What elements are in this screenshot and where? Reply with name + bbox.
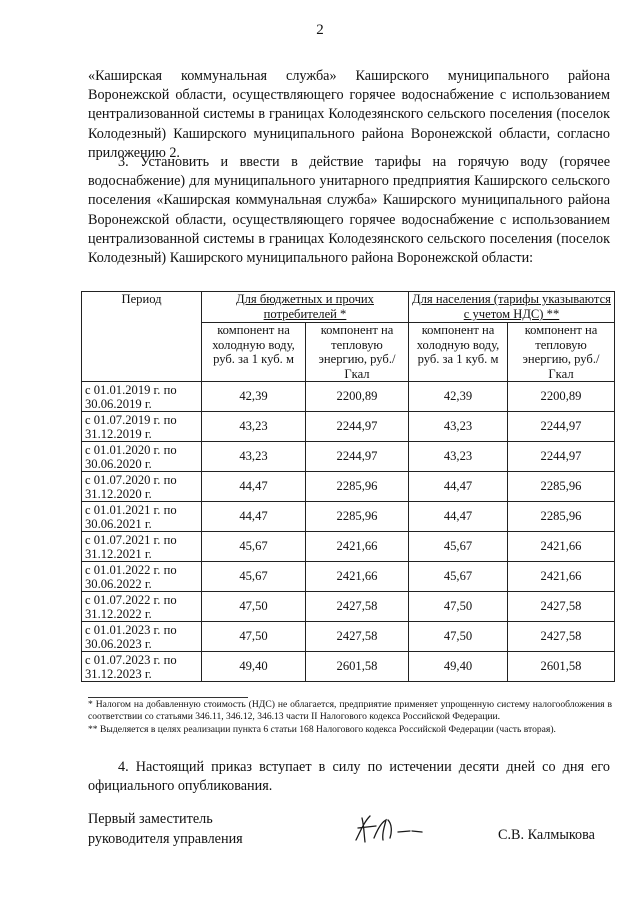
heat-budget-cell: 2427,58 [306, 592, 409, 622]
cold-budget-cell: 44,47 [202, 472, 306, 502]
heat-population-cell: 2421,66 [508, 532, 615, 562]
heat-population-cell: 2601,58 [508, 652, 615, 682]
heat-budget-cell: 2421,66 [306, 532, 409, 562]
period-cell: с 01.01.2020 г. по 30.06.2020 г. [82, 442, 202, 472]
cold-budget-cell: 47,50 [202, 592, 306, 622]
cold-budget-cell: 43,23 [202, 442, 306, 472]
tariff-table [81, 291, 615, 682]
table-row [82, 472, 615, 502]
cold-population-cell: 42,39 [409, 382, 508, 412]
period-cell: с 01.07.2019 г. по 31.12.2019 г. [82, 412, 202, 442]
table-row [82, 652, 615, 682]
heat-population-cell: 2244,97 [508, 442, 615, 472]
cold-population-cell: 45,67 [409, 562, 508, 592]
heat-budget-cell: 2244,97 [306, 442, 409, 472]
footnote-2: ** Выделяется в целях реализации пункта 6 статьи 168 Налогового кодекса Российской Федерации (часть вторая). [88, 723, 556, 735]
heat-budget-cell: 2285,96 [306, 502, 409, 532]
period-cell: с 01.01.2019 г. по 30.06.2019 г. [82, 382, 202, 412]
table-row [82, 412, 615, 442]
heat-budget-cell: 2285,96 [306, 472, 409, 502]
cold-budget-cell: 45,67 [202, 562, 306, 592]
table-row [82, 442, 615, 472]
heat-population-cell: 2427,58 [508, 622, 615, 652]
heat-budget-cell: 2200,89 [306, 382, 409, 412]
cold-budget-cell: 43,23 [202, 412, 306, 442]
cold-population-cell: 43,23 [409, 412, 508, 442]
header-population [409, 292, 615, 323]
table-row [82, 562, 615, 592]
paragraph-3: 3. Установить и ввести в действие тарифы на горячую воду (горячее водоснабжение) для муниципального унитарного предприятия Каширского сельского поселения «Каширская коммунальная служба» Каширского муниципального района Воронежской области, осуществляющего горячее водоснабжение с использованием централизованной системы в границах Колодезянского сельского поселения (поселок Колодезный) Каширского муниципального района Воронежской области: [88, 154, 610, 267]
period-cell: с 01.07.2023 г. по 31.12.2023 г. [82, 652, 202, 682]
footnote-1: * Налогом на добавленную стоимость (НДС) не облагается, предприятие применяет упрощенную систему налогообложения в соответствии со статьями 346.11, 346.12, 346.13 части II Налогового кодекса Российской Федерации. [88, 699, 612, 723]
handwritten-signature [352, 810, 432, 848]
header-cold-water-budget: компонент на холодную воду, руб. за 1 куб. м [202, 323, 306, 382]
table-row [82, 532, 615, 562]
heat-budget-cell: 2244,97 [306, 412, 409, 442]
table-row [82, 502, 615, 532]
table-row [82, 622, 615, 652]
heat-budget-cell: 2601,58 [306, 652, 409, 682]
cold-population-cell: 49,40 [409, 652, 508, 682]
cold-population-cell: 47,50 [409, 622, 508, 652]
period-cell: с 01.01.2023 г. по 30.06.2023 г. [82, 622, 202, 652]
header-budget-consumers [202, 292, 409, 323]
header-heat-energy-population: компонент на тепловую энергию, руб./Гкал [508, 323, 615, 382]
cold-budget-cell: 44,47 [202, 502, 306, 532]
header-period: Период [82, 292, 202, 382]
signatory-name: С.В. Калмыкова [498, 827, 595, 843]
heat-population-cell: 2421,66 [508, 562, 615, 592]
footnotes [88, 699, 612, 736]
signatory-title [88, 810, 243, 849]
cold-population-cell: 47,50 [409, 592, 508, 622]
page-number: 2 [316, 22, 324, 38]
period-cell: с 01.07.2020 г. по 31.12.2020 г. [82, 472, 202, 502]
heat-budget-cell: 2427,58 [306, 622, 409, 652]
cold-population-cell: 43,23 [409, 442, 508, 472]
heat-budget-cell: 2421,66 [306, 562, 409, 592]
period-cell: с 01.07.2021 г. по 31.12.2021 г. [82, 532, 202, 562]
cold-budget-cell: 49,40 [202, 652, 306, 682]
heat-population-cell: 2200,89 [508, 382, 615, 412]
signatory-title-line-1: Первый заместитель [88, 811, 213, 827]
period-cell: с 01.07.2022 г. по 31.12.2022 г. [82, 592, 202, 622]
heat-population-cell: 2244,97 [508, 412, 615, 442]
cold-population-cell: 45,67 [409, 532, 508, 562]
cold-budget-cell: 42,39 [202, 382, 306, 412]
cold-budget-cell: 45,67 [202, 532, 306, 562]
heat-population-cell: 2285,96 [508, 502, 615, 532]
footnote-divider [88, 697, 248, 698]
heat-population-cell: 2285,96 [508, 472, 615, 502]
cold-population-cell: 44,47 [409, 472, 508, 502]
paragraph-continuation: «Каширская коммунальная служба» Каширского муниципального района Воронежской области, осуществляющего горячее водоснабжение с использованием централизованной системы в границах Колодезянского сельского поселения (поселок Колодезный) Каширского муниципального района Воронежской области, согласно приложению 2. [88, 68, 610, 161]
heat-population-cell: 2427,58 [508, 592, 615, 622]
header-population-text: Для населения (тарифы указываются с учетом НДС) ** [412, 292, 611, 321]
period-cell: с 01.01.2021 г. по 30.06.2021 г. [82, 502, 202, 532]
signatory-title-line-2: руководителя управления [88, 830, 243, 847]
header-budget-text: Для бюджетных и прочих потребителей * [236, 292, 374, 321]
cold-budget-cell: 47,50 [202, 622, 306, 652]
paragraph-4: 4. Настоящий приказ вступает в силу по истечении десяти дней со дня его официального опубликования. [88, 759, 610, 795]
table-row [82, 592, 615, 622]
period-cell: с 01.01.2022 г. по 30.06.2022 г. [82, 562, 202, 592]
cold-population-cell: 44,47 [409, 502, 508, 532]
header-cold-water-population: компонент на холодную воду, руб. за 1 куб. м [409, 323, 508, 382]
table-row [82, 382, 615, 412]
header-heat-energy-budget: компонент на тепловую энергию, руб./Гкал [306, 323, 409, 382]
